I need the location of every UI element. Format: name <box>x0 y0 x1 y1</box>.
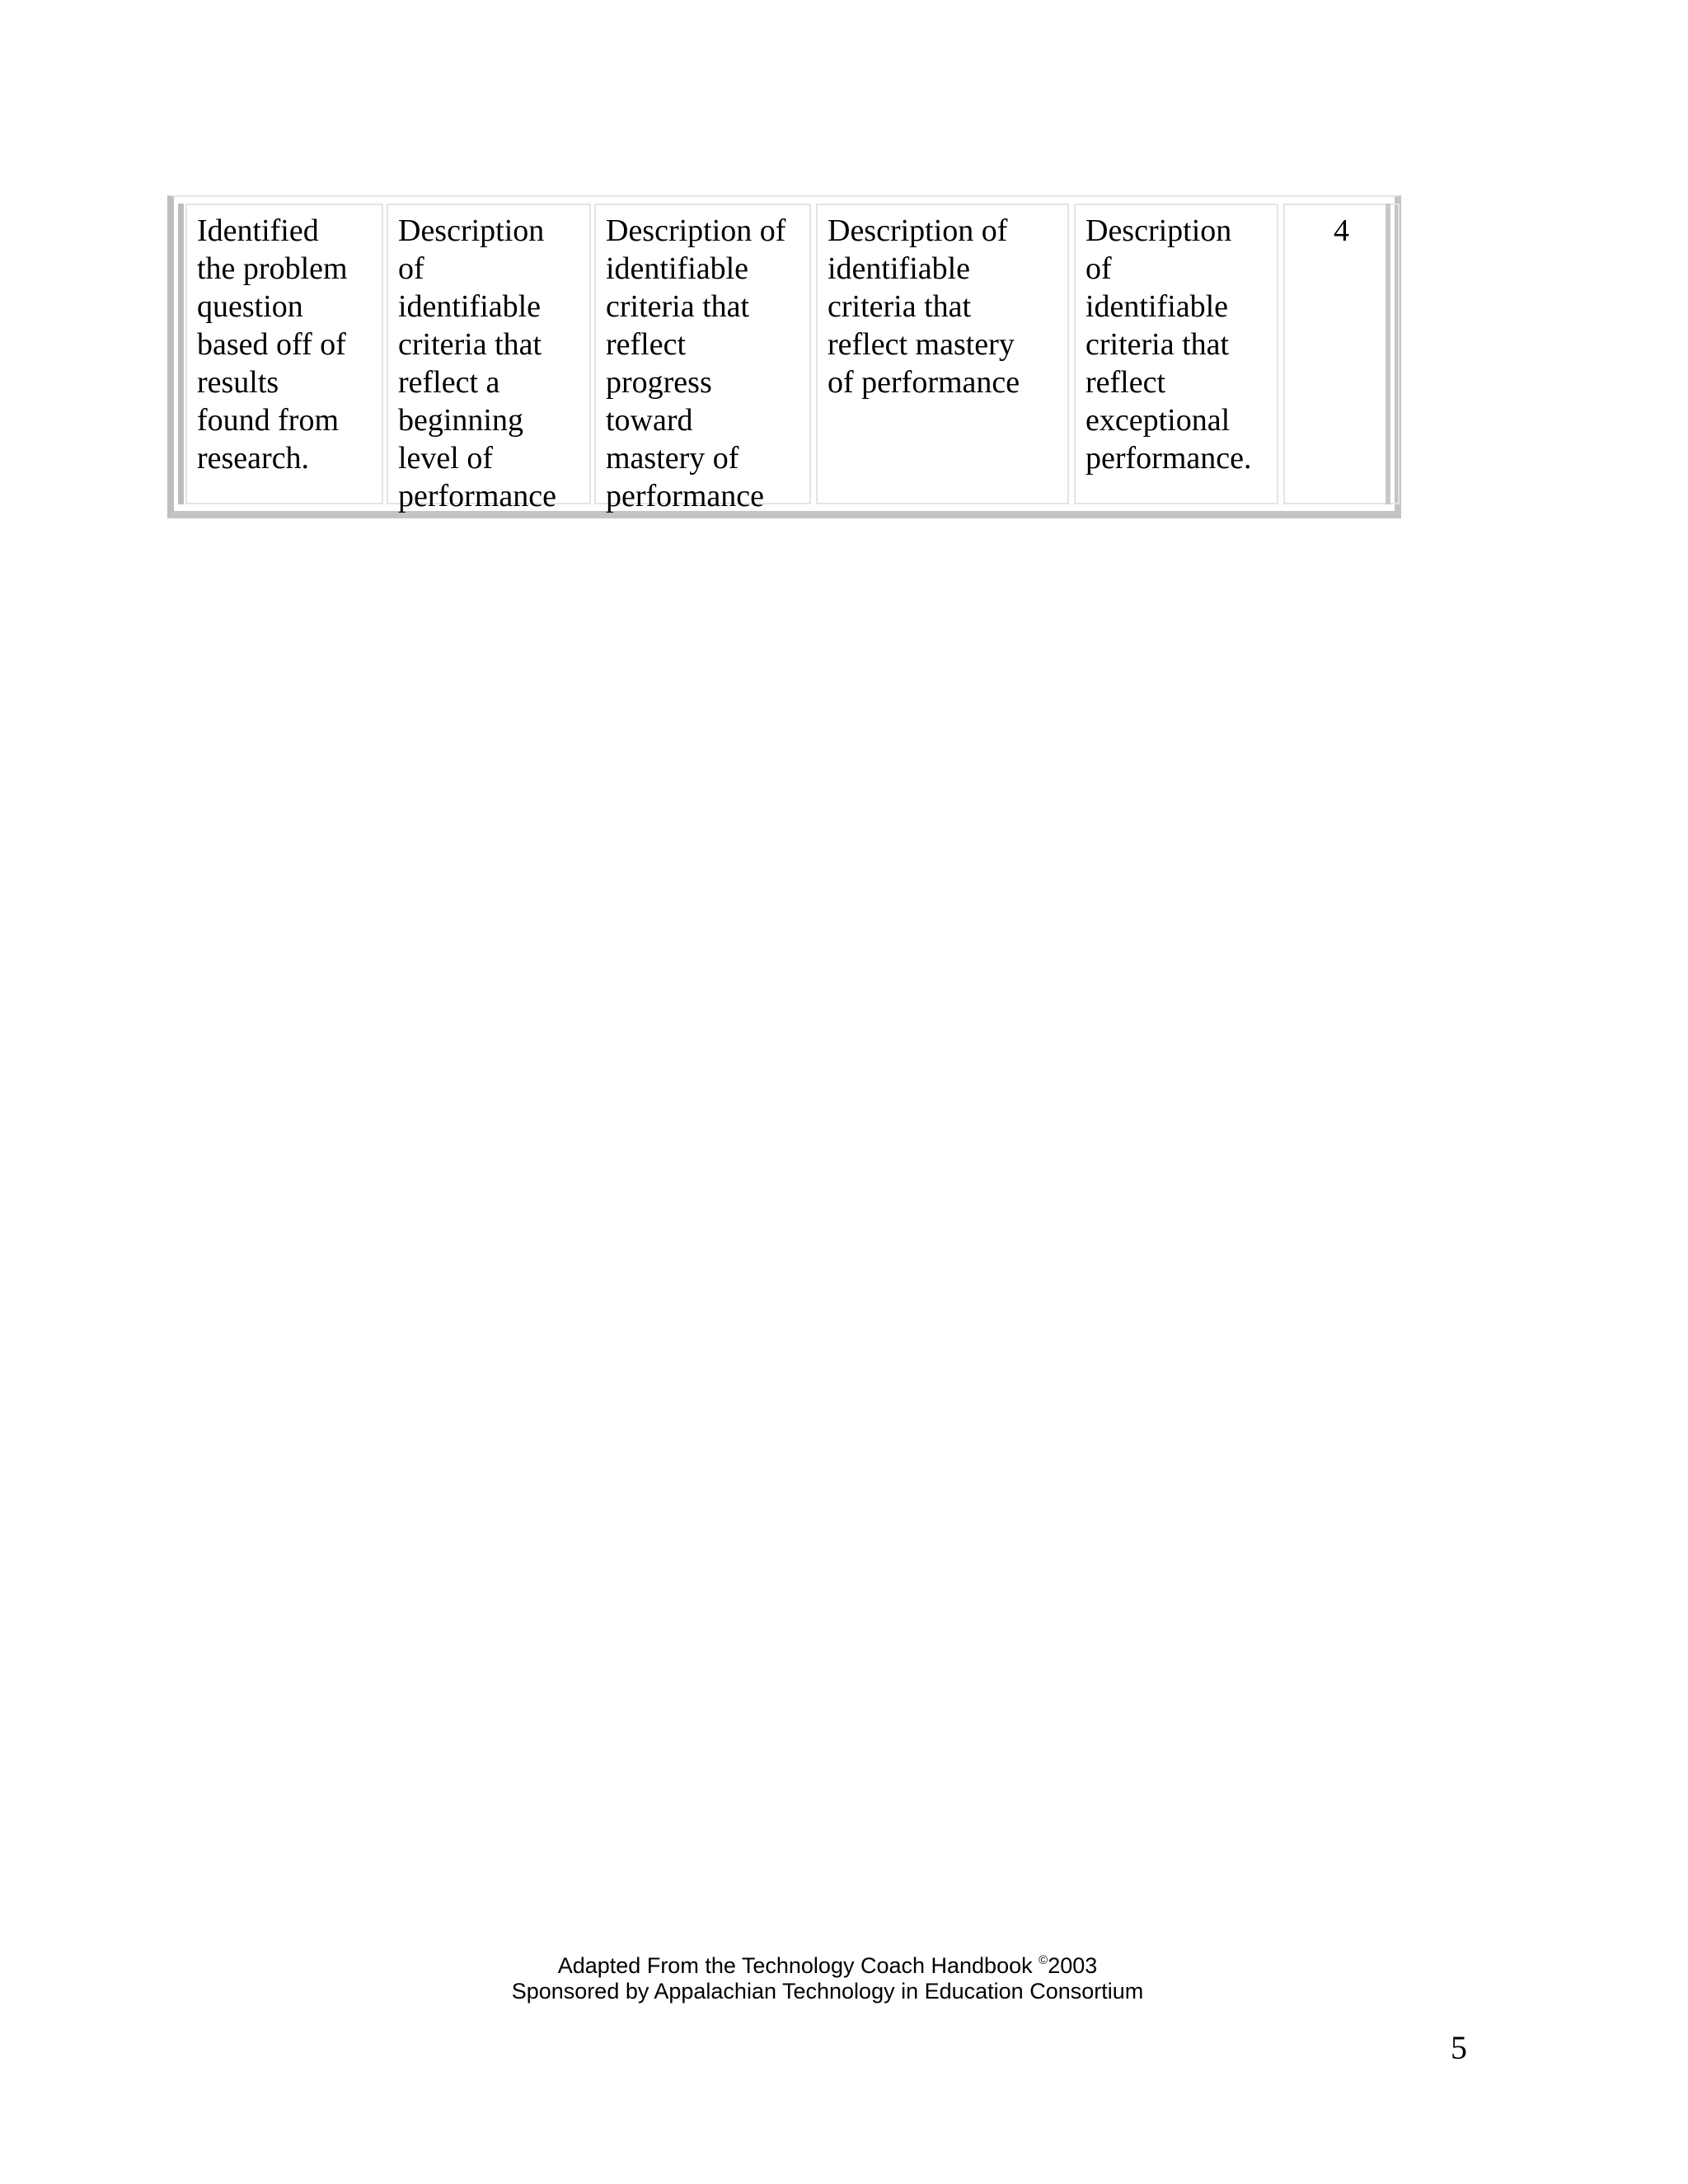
rubric-exemplary-cell: Description of identifiable criteria that reflect exceptional performance. <box>1074 204 1278 504</box>
footer-handbook-title: Adapted From the Technology Coach Handbook <box>557 1953 1033 1978</box>
rubric-accomplished-cell: Description of identifiable criteria that reflect mastery of performance <box>816 204 1069 504</box>
page-footer <box>0 1953 1655 2004</box>
footer-line-1 <box>0 1953 1655 1979</box>
copyright-symbol: © <box>1039 1953 1048 1967</box>
rubric-beginning-cell: Description of identifiable criteria that reflect a beginning level of performance <box>387 204 591 504</box>
footer-year: 2003 <box>1048 1953 1098 1978</box>
page-number: 5 <box>1451 2029 1467 2066</box>
rubric-score-cell: 4 <box>1283 204 1400 504</box>
rubric-table <box>167 195 1401 518</box>
table-left-rule <box>178 204 184 504</box>
table-right-rule <box>1386 204 1390 504</box>
rubric-criterion-cell: Identified the problem question based off of results found from research. <box>185 204 383 504</box>
footer-line-2: Sponsored by Appalachian Technology in Education Consortium <box>511 1979 1144 2004</box>
rubric-developing-cell: Description of identifiable criteria that reflect progress toward mastery of performance <box>594 204 811 504</box>
